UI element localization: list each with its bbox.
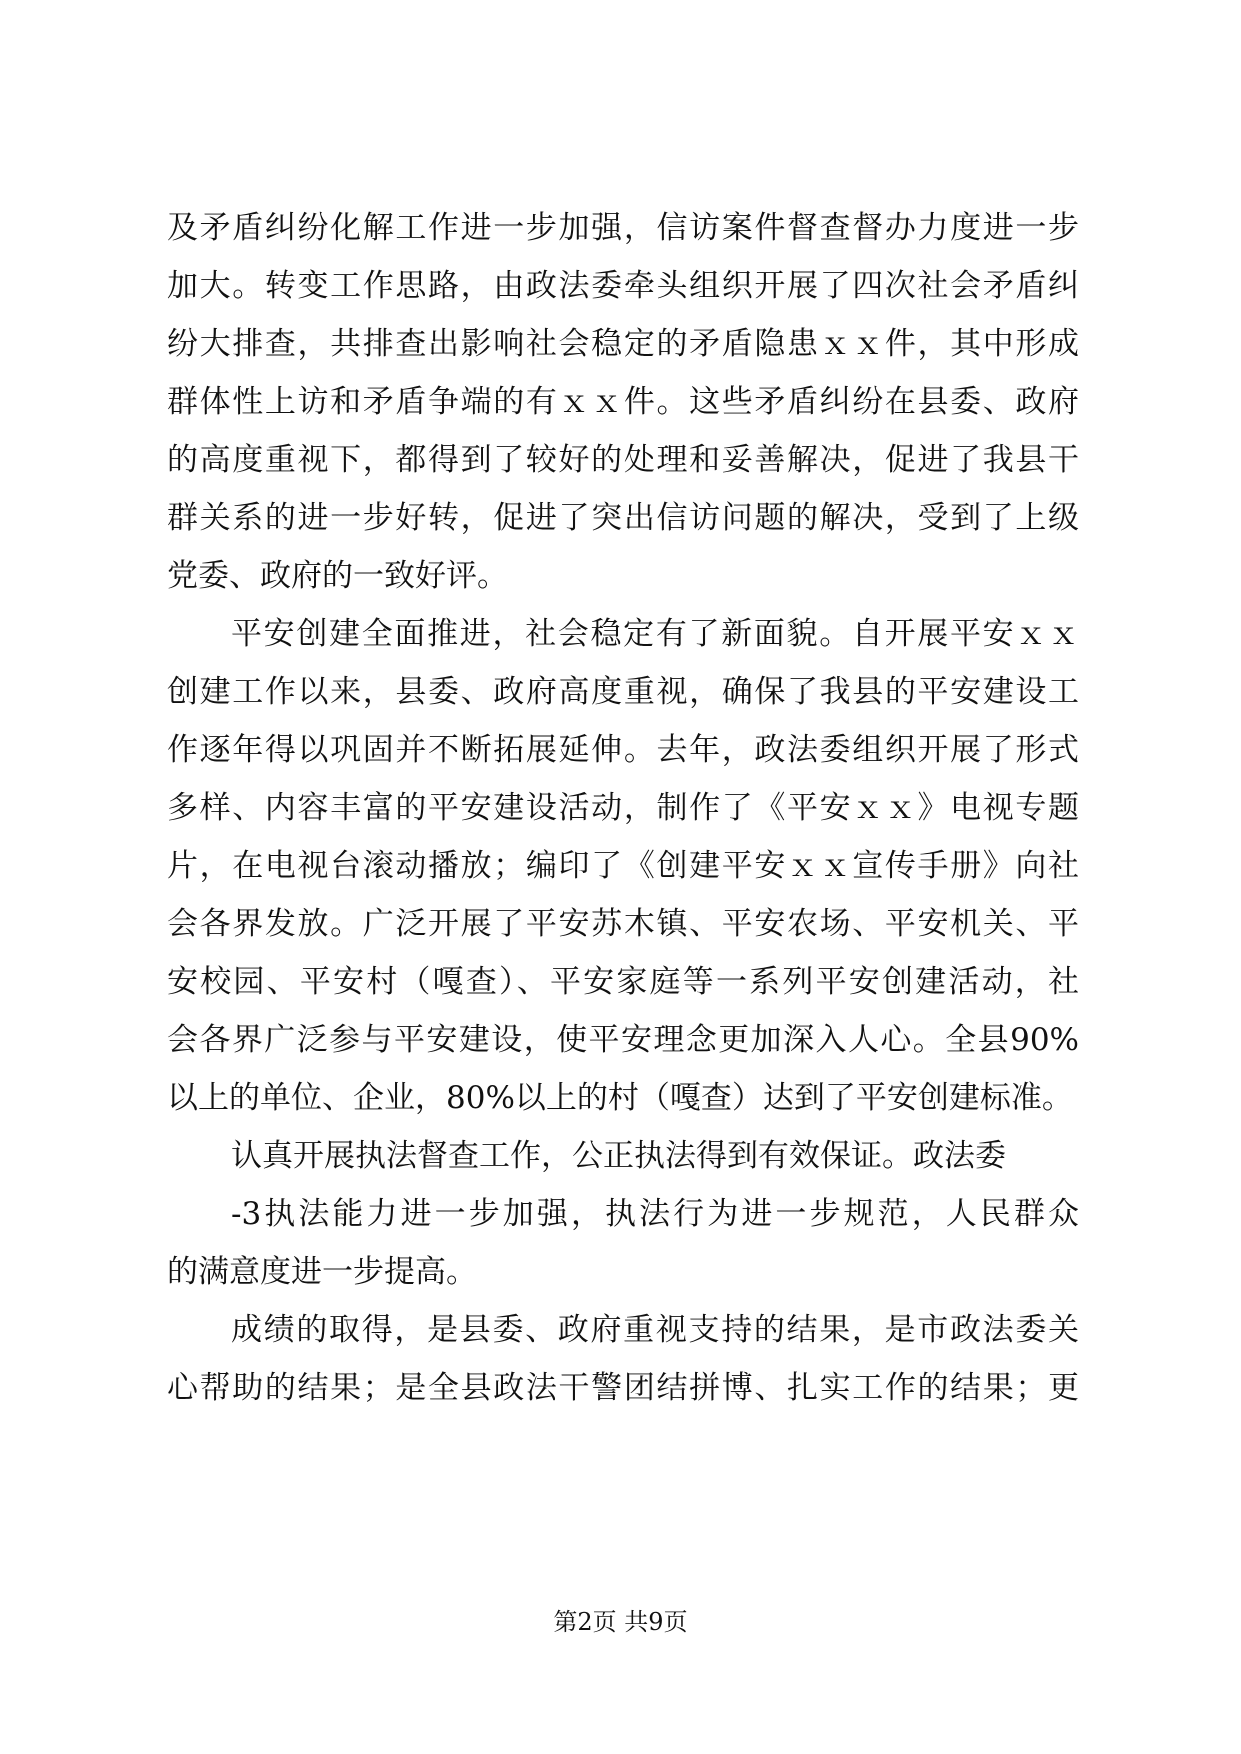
- text-line: 多样、内容丰富的平安建设活动，制作了《平安ｘｘ》电视专题: [167, 790, 1079, 826]
- text-line: 片，在电视台滚动播放；编印了《创建平安ｘｘ宣传手册》向社: [167, 848, 1079, 884]
- text-line: 及矛盾纠纷化解工作进一步加强，信访案件督查督办力度进一步: [167, 210, 1079, 246]
- text-line: 会各界广泛参与平安建设，使平安理念更加深入人心。全县90%: [167, 1022, 1079, 1058]
- text-line: 加大。转变工作思路，由政法委牵头组织开展了四次社会矛盾纠: [167, 268, 1079, 304]
- text-line: 纷大排查，共排查出影响社会稳定的矛盾隐患ｘｘ件，其中形成: [167, 326, 1079, 362]
- text-line: 作逐年得以巩固并不断拓展延伸。去年，政法委组织开展了形式: [167, 732, 1079, 768]
- text-line: 认真开展执法督查工作，公正执法得到有效保证。政法委: [231, 1138, 1006, 1174]
- page-number-footer: 第2页 共9页: [553, 1608, 688, 1636]
- text-line: 安校园、平安村（嘎查）、平安家庭等一系列平安创建活动，社: [167, 964, 1079, 1000]
- text-line: 成绩的取得，是县委、政府重视支持的结果，是市政法委关: [231, 1312, 1079, 1348]
- text-line: -3执法能力进一步加强，执法行为进一步规范，人民群众: [231, 1196, 1079, 1232]
- text-line: 的满意度进一步提高。: [167, 1254, 477, 1290]
- text-line: 群体性上访和矛盾争端的有ｘｘ件。这些矛盾纠纷在县委、政府: [167, 384, 1079, 420]
- text-line: 平安创建全面推进，社会稳定有了新面貌。自开展平安ｘｘ: [231, 616, 1079, 652]
- text-line: 心帮助的结果；是全县政法干警团结拼博、扎实工作的结果；更: [167, 1370, 1079, 1406]
- text-line: 的高度重视下，都得到了较好的处理和妥善解决，促进了我县干: [167, 442, 1079, 478]
- text-line: 会各界发放。广泛开展了平安苏木镇、平安农场、平安机关、平: [167, 906, 1079, 942]
- text-line: 党委、政府的一致好评。: [167, 558, 508, 594]
- text-line: 群关系的进一步好转，促进了突出信访问题的解决，受到了上级: [167, 500, 1079, 536]
- text-line: 创建工作以来，县委、政府高度重视，确保了我县的平安建设工: [167, 674, 1079, 710]
- text-line: 以上的单位、企业，80%以上的村（嘎查）达到了平安创建标准。: [167, 1080, 1073, 1116]
